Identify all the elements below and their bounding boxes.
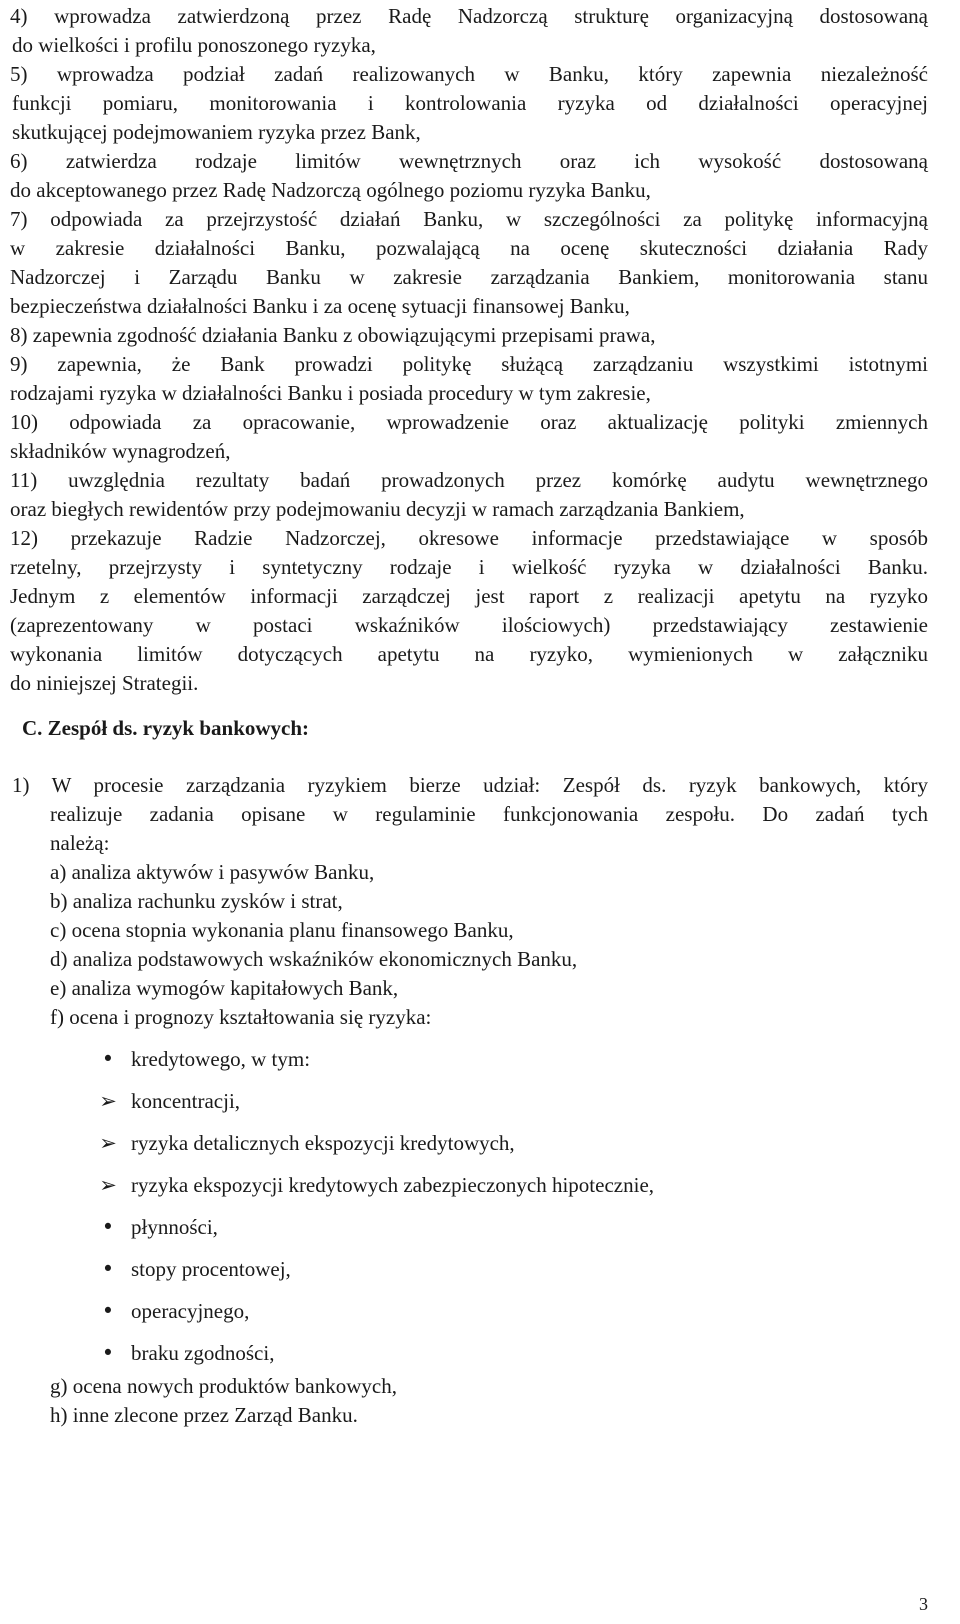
bullet-item xyxy=(10,1045,928,1074)
paragraph-line: 9) zapewnia, że Bank prowadzi politykę służącą zarządzaniu wszystkimi istotnymi xyxy=(10,352,928,376)
paragraph-line: funkcji pomiaru, monitorowania i kontrolowania ryzyka od działalności operacyjnej xyxy=(12,91,928,115)
paragraph-line: 12) przekazuje Radzie Nadzorczej, okresowe informacje przedstawiające w sposób xyxy=(10,526,928,550)
section-heading: C. Zespół ds. ryzyk bankowych: xyxy=(22,716,310,740)
paragraph-line: wykonania limitów dotyczących apetytu na ryzyko, wymienionych w załączniku xyxy=(10,642,928,666)
item-line: należą: xyxy=(50,831,110,855)
paragraph-line: 10) odpowiada za opracowanie, wprowadzenie oraz aktualizację polityki zmiennych xyxy=(10,410,928,434)
paragraph-line: 6) zatwierdza rodzaje limitów wewnętrznych oraz ich wysokość dostosowaną xyxy=(10,149,928,173)
task-item: e) analiza wymogów kapitałowych Bank, xyxy=(50,976,399,1000)
bullet-text: płynności, xyxy=(131,1215,218,1239)
bullet-text: operacyjnego, xyxy=(131,1299,250,1323)
bullet-text: koncentracji, xyxy=(131,1089,241,1113)
paragraph-line: do wielkości i profilu ponoszonego ryzyka, xyxy=(12,33,376,57)
item-line: realizuje zadania opisane w regulaminie funkcjonowania zespołu. Do zadań tych xyxy=(50,802,928,826)
bullet-dot-icon: • xyxy=(101,1341,115,1365)
task-item: d) analiza podstawowych wskaźników ekonomicznych Banku, xyxy=(50,947,578,971)
paragraph-line: 11) uwzględnia rezultaty badań prowadzonych przez komórkę audytu wewnętrznego xyxy=(10,468,928,492)
bullet-arrow-icon: ➢ xyxy=(99,1131,117,1155)
bullet-arrow-icon: ➢ xyxy=(99,1173,117,1197)
bullet-item xyxy=(10,1213,928,1242)
bullet-item xyxy=(10,1297,928,1326)
paragraph-line: 4) wprowadza zatwierdzoną przez Radę Nadzorczą strukturę organizacyjną dostosowaną xyxy=(10,4,928,28)
bullet-text: ryzyka detalicznych ekspozycji kredytowych, xyxy=(131,1131,515,1155)
paragraph-line: Jednym z elementów informacji zarządczej jest raport z realizacji apetytu na ryzyko xyxy=(10,584,928,608)
bullet-dot-icon: • xyxy=(101,1047,115,1071)
bullet-item xyxy=(10,1087,928,1116)
paragraph-line: skutkującej podejmowaniem ryzyka przez Bank, xyxy=(12,120,421,144)
paragraph-line: 5) wprowadza podział zadań realizowanych w Banku, który zapewnia niezależność xyxy=(10,62,928,86)
paragraph-line: Nadzorczej i Zarządu Banku w zakresie zarządzania Bankiem, monitorowania stanu xyxy=(10,265,928,289)
paragraph-line: rzetelny, przejrzysty i syntetyczny rodzaje i wielkość ryzyka w działalności Banku. xyxy=(10,555,928,579)
document-page xyxy=(10,0,928,1624)
paragraph-line: bezpieczeństwa działalności Banku i za ocenę sytuacji finansowej Banku, xyxy=(10,294,630,318)
page-number: 3 xyxy=(919,1594,928,1614)
task-item: a) analiza aktywów i pasywów Banku, xyxy=(50,860,375,884)
bullet-text: braku zgodności, xyxy=(131,1341,275,1365)
paragraph-line: do niniejszej Strategii. xyxy=(10,671,199,695)
task-item: c) ocena stopnia wykonania planu finansowego Banku, xyxy=(50,918,514,942)
item-line: 1) W procesie zarządzania ryzykiem bierze udział: Zespół ds. ryzyk bankowych, który xyxy=(12,773,928,797)
bullet-item xyxy=(10,1255,928,1284)
paragraph-line: w zakresie działalności Banku, pozwalającą na ocenę skuteczności działania Rady xyxy=(10,236,928,260)
bullet-dot-icon: • xyxy=(101,1215,115,1239)
paragraph-line: składników wynagrodzeń, xyxy=(10,439,231,463)
paragraph-line: 8) zapewnia zgodność działania Banku z obowiązującymi przepisami prawa, xyxy=(10,323,656,347)
bullet-text: kredytowego, w tym: xyxy=(131,1047,311,1071)
bullet-item xyxy=(10,1339,928,1368)
paragraph-line: oraz biegłych rewidentów przy podejmowaniu decyzji w ramach zarządzania Bankiem, xyxy=(10,497,745,521)
bullet-dot-icon: • xyxy=(101,1299,115,1323)
task-item: f) ocena i prognozy kształtowania się ryzyka: xyxy=(50,1005,432,1029)
task-item: g) ocena nowych produktów bankowych, xyxy=(50,1374,397,1398)
bullet-item xyxy=(10,1129,928,1158)
bullet-text: ryzyka ekspozycji kredytowych zabezpieczonych hipotecznie, xyxy=(131,1173,655,1197)
bullet-dot-icon: • xyxy=(101,1257,115,1281)
paragraph-line: 7) odpowiada za przejrzystość działań Banku, w szczególności za politykę informacyjną xyxy=(10,207,928,231)
task-item: b) analiza rachunku zysków i strat, xyxy=(50,889,343,913)
paragraph-line: rodzajami ryzyka w działalności Banku i posiada procedury w tym zakresie, xyxy=(10,381,651,405)
task-item: h) inne zlecone przez Zarząd Banku. xyxy=(50,1403,358,1427)
paragraph-line: (zaprezentowany w postaci wskaźników ilościowych) przedstawiający zestawienie xyxy=(10,613,928,637)
bullet-arrow-icon: ➢ xyxy=(99,1089,117,1113)
paragraph-line: do akceptowanego przez Radę Nadzorczą ogólnego poziomu ryzyka Banku, xyxy=(10,178,651,202)
bullet-text: stopy procentowej, xyxy=(131,1257,291,1281)
bullet-item xyxy=(10,1171,928,1200)
